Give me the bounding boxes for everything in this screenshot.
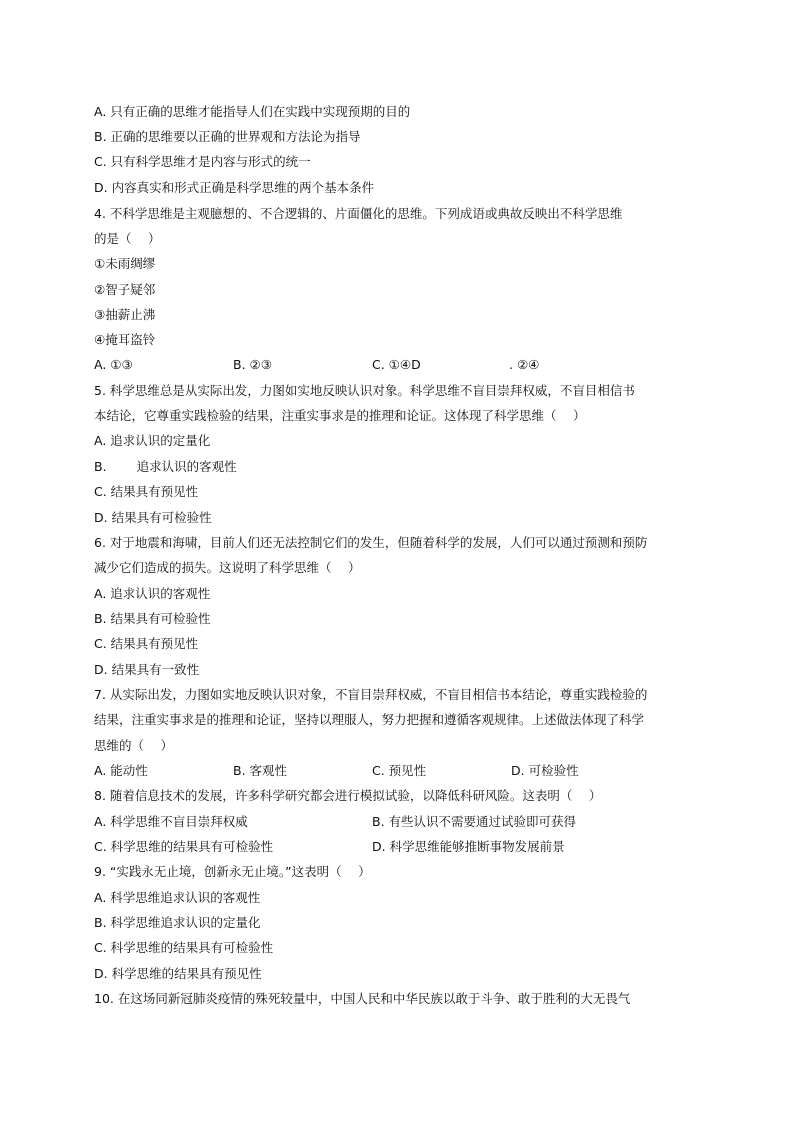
q5-stem-line2: 本结论，它尊重实践检验的结果，注重实事求是的推理和论证。这体现了科学思维（ ） (94, 408, 586, 423)
q4-item-4: ④掩耳盗铃 (94, 332, 156, 347)
q4-item-3: ③抽薪止沸 (94, 307, 156, 322)
q4-item-1: ①未雨绸缪 (94, 256, 156, 271)
q5-stem-line1: 5. 科学思维总是从实际出发，力图如实地反映认识对象。科学思维不盲目崇拜权威，不盲目相信书 (94, 383, 635, 398)
q9-option-d: D. 科学思维的结果具有预见性 (94, 966, 262, 981)
q6-option-a: A. 追求认识的客观性 (94, 586, 211, 601)
q6-option-d: D. 结果具有一致性 (94, 662, 200, 677)
q4-options-row (94, 357, 694, 373)
q7-option-c: C. 预见性 (372, 763, 427, 778)
q8-options-row-1 (94, 814, 694, 830)
q3-option-d: D. 内容真实和形式正确是科学思维的两个基本条件 (94, 180, 375, 195)
q8-option-b: B. 有些认识不需要通过试验即可获得 (372, 814, 577, 829)
q4-option-d: . ②④ (509, 357, 540, 372)
q8-stem: 8. 随着信息技术的发展，许多科学研究都会进行模拟试验，以降低科研风险。这表明（ ） (94, 788, 602, 803)
q4-option-a: A. ①③ (94, 357, 133, 372)
q6-stem-line1: 6. 对于地震和海啸，目前人们还无法控制它们的发生，但随着科学的发展，人们可以通过预测和预防 (94, 535, 648, 550)
q7-option-d: D. 可检验性 (511, 763, 579, 778)
q3-option-c: C. 只有科学思维才是内容与形式的统一 (94, 154, 311, 169)
q5-option-c: C. 结果具有预见性 (94, 484, 199, 499)
q7-options-row (94, 763, 694, 779)
q9-option-a: A. 科学思维追求认识的客观性 (94, 890, 261, 905)
q5-option-b-text: 追求认识的客观性 (136, 459, 237, 474)
q8-option-c: C. 科学思维的结果具有可检验性 (94, 839, 274, 854)
q4-item-2: ②智子疑邻 (94, 282, 156, 297)
q4-stem-line2: 的是（ ） (94, 231, 161, 246)
q9-option-c: C. 科学思维的结果具有可检验性 (94, 940, 274, 955)
q6-stem-line2: 减少它们造成的损失。这说明了科学思维（ ） (94, 560, 361, 575)
q8-option-d: D. 科学思维能够推断事物发展前景 (372, 839, 565, 854)
q7-stem-line2: 结果，注重实事求是的推理和论证，坚持以理服人，努力把握和遵循客观规律。上述做法体现了科学 (94, 712, 645, 727)
q7-option-b: B. 客观性 (233, 763, 288, 778)
q3-option-b: B. 正确的思维要以正确的世界观和方法论为指导 (94, 129, 361, 144)
q10-stem-line1: 10. 在这场同新冠肺炎疫情的殊死较量中，中国人民和中华民族以敢于斗争、敢于胜利的大无畏气 (94, 991, 631, 1006)
q9-option-b: B. 科学思维追求认识的定量化 (94, 915, 261, 930)
q5-option-a: A. 追求认识的定量化 (94, 433, 211, 448)
q9-stem: 9. “实践永无止境，创新永无止境。”这表明（ ） (94, 864, 371, 879)
q7-stem-line3: 思维的（ ） (94, 738, 173, 753)
q6-option-c: C. 结果具有预见性 (94, 636, 199, 651)
q3-option-a: A. 只有正确的思维才能指导人们在实践中实现预期的目的 (94, 104, 411, 119)
q5-option-b-letter: B. (94, 459, 107, 474)
q8-options-row-2 (94, 839, 694, 855)
q7-stem-line1: 7. 从实际出发，力图如实地反映认识对象，不盲目崇拜权威，不盲目相信书本结论，尊重实践检验的 (94, 687, 648, 702)
q4-option-c: C. ①④D (372, 357, 421, 372)
q8-option-a: A. 科学思维不盲目崇拜权威 (94, 814, 248, 829)
q5-option-b (94, 459, 237, 475)
q5-option-d: D. 结果具有可检验性 (94, 510, 212, 525)
q4-option-b: B. ②③ (233, 357, 272, 372)
q6-option-b: B. 结果具有可检验性 (94, 611, 211, 626)
q4-stem-line1: 4. 不科学思维是主观臆想的、不合逻辑的、片面僵化的思维。下列成语或典故反映出不科学思维 (94, 206, 623, 221)
q7-option-a: A. 能动性 (94, 763, 148, 778)
